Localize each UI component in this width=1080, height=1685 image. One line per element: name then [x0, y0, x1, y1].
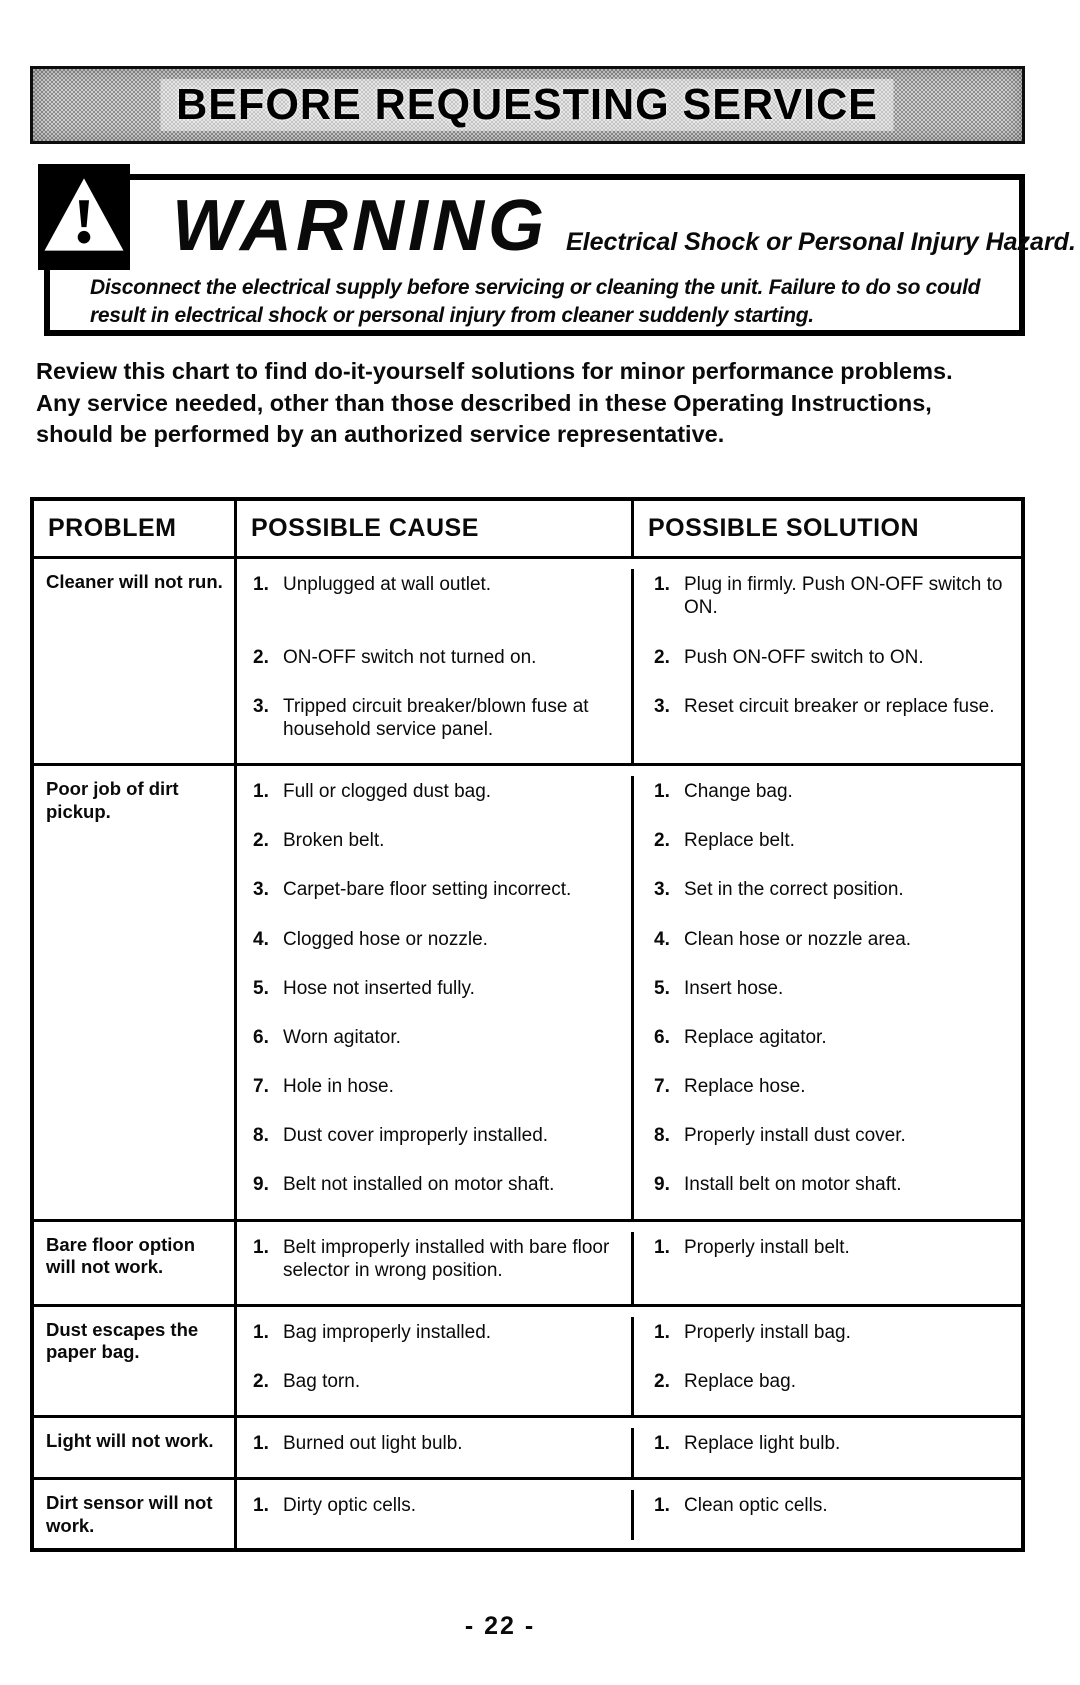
cause-cell — [237, 825, 634, 874]
cause-solution-list — [237, 766, 1021, 1219]
cause-cell — [237, 1317, 634, 1366]
warning-body-text: Disconnect the electrical supply before servicing or cleaning the unit. Failure to do so could result in electrical shock or personal injury from cleaner suddenly starting. — [90, 276, 981, 327]
cause-text: Tripped circuit breaker/blown fuse at household service panel. — [283, 695, 589, 740]
section-title: BEFORE REQUESTING SERVICE — [161, 79, 894, 131]
solution-number: 2. — [654, 646, 670, 668]
cause-cell — [237, 1022, 634, 1071]
table-row — [34, 763, 1021, 1219]
solution-number: 1. — [654, 1236, 670, 1258]
table-row — [34, 1219, 1021, 1304]
solution-cell — [634, 924, 1021, 973]
problem-cell: Dust escapes the paper bag. — [34, 1307, 237, 1415]
solution-cell — [634, 825, 1021, 874]
solution-cell — [634, 776, 1021, 825]
solution-text: Replace agitator. — [684, 1026, 827, 1048]
troubleshooting-table — [30, 497, 1025, 1551]
solution-number: 1. — [654, 1495, 670, 1517]
cause-cell — [237, 1366, 634, 1415]
solution-cell — [634, 1428, 1021, 1477]
cause-number: 7. — [253, 1076, 269, 1098]
cause-solution-list — [237, 1480, 1021, 1547]
cause-solution-list — [237, 1307, 1021, 1415]
solution-text: Replace hose. — [684, 1076, 806, 1098]
cause-solution-pair — [237, 973, 1021, 1022]
cause-solution-pair — [237, 569, 1021, 641]
cause-cell — [237, 691, 634, 763]
section-banner — [30, 66, 1025, 144]
cause-cell — [237, 924, 634, 973]
cause-cell — [237, 1232, 634, 1304]
solution-text: Plug in firmly. Push ON-OFF switch to ON. — [684, 574, 1003, 619]
cause-number: 1. — [253, 1495, 269, 1517]
cause-solution-pair — [237, 642, 1021, 691]
solution-text: Clean optic cells. — [684, 1495, 828, 1517]
column-header-possible-solution: POSSIBLE SOLUTION — [648, 514, 920, 543]
cause-number: 6. — [253, 1026, 269, 1048]
cause-number: 3. — [253, 695, 269, 717]
solution-text: Reset circuit breaker or replace fuse. — [684, 695, 995, 717]
cause-cell — [237, 973, 634, 1022]
solution-text: Push ON-OFF switch to ON. — [684, 646, 924, 668]
cause-solution-pair — [237, 874, 1021, 923]
cause-solution-list — [237, 1222, 1021, 1304]
solution-number: 1. — [654, 1321, 670, 1343]
cause-solution-pair — [237, 1071, 1021, 1120]
problem-cell: Dirt sensor will not work. — [34, 1480, 237, 1547]
solution-cell — [634, 1317, 1021, 1366]
cause-text: Carpet-bare floor setting incorrect. — [283, 879, 572, 901]
cause-cell — [237, 642, 634, 691]
cause-cell — [237, 874, 634, 923]
cause-number: 1. — [253, 781, 269, 803]
cause-solution-pair — [237, 691, 1021, 763]
cause-solution-pair — [237, 1317, 1021, 1366]
cause-text: Hole in hose. — [283, 1076, 394, 1098]
solution-cell — [634, 1490, 1021, 1539]
cause-number: 4. — [253, 928, 269, 950]
column-header-possible-cause: POSSIBLE CAUSE — [237, 501, 634, 556]
solution-text: Clean hose or nozzle area. — [684, 928, 912, 950]
solution-number: 6. — [654, 1026, 670, 1048]
solution-number: 4. — [654, 928, 670, 950]
solution-number: 1. — [654, 574, 670, 596]
solution-cell — [634, 1169, 1021, 1218]
solution-number: 7. — [654, 1076, 670, 1098]
solution-text: Properly install dust cover. — [684, 1125, 906, 1147]
table-row — [34, 1477, 1021, 1547]
cause-solution-pair — [237, 1022, 1021, 1071]
solution-text: Change bag. — [684, 781, 793, 803]
solution-number: 2. — [654, 830, 670, 852]
cause-number: 2. — [253, 1371, 269, 1393]
cause-text: Hose not inserted fully. — [283, 977, 475, 999]
solution-text: Replace light bulb. — [684, 1433, 841, 1455]
solution-number: 1. — [654, 781, 670, 803]
cause-text: Clogged hose or nozzle. — [283, 928, 488, 950]
solution-cell — [634, 691, 1021, 763]
solution-cell — [634, 874, 1021, 923]
cause-solution-pair — [237, 1428, 1021, 1477]
problem-cell: Cleaner will not run. — [34, 559, 237, 763]
cause-text: Bag improperly installed. — [283, 1321, 492, 1343]
warning-heading — [172, 182, 1076, 266]
solution-number: 9. — [654, 1174, 670, 1196]
cause-cell — [237, 1169, 634, 1218]
cause-cell — [237, 569, 634, 641]
solution-cell — [634, 642, 1021, 691]
cause-number: 1. — [253, 1236, 269, 1258]
cause-number: 1. — [253, 1321, 269, 1343]
cause-text: Belt improperly installed with bare floor selector in wrong position. — [283, 1236, 610, 1281]
problem-cell: Bare floor option will not work. — [34, 1222, 237, 1304]
cause-solution-list — [237, 1418, 1021, 1477]
solution-cell — [634, 1071, 1021, 1120]
cause-text: Dirty optic cells. — [283, 1495, 417, 1517]
warning-box — [44, 174, 1076, 336]
solution-cell — [634, 973, 1021, 1022]
cause-number: 2. — [253, 646, 269, 668]
page-number: - 22 - — [464, 1612, 536, 1640]
cause-text: Burned out light bulb. — [283, 1433, 463, 1455]
cause-cell — [237, 1428, 634, 1477]
cause-solution-pair — [237, 1490, 1021, 1539]
solution-cell — [634, 1366, 1021, 1415]
cause-cell — [237, 1071, 634, 1120]
table-header-row — [34, 501, 1021, 556]
table-row — [34, 1304, 1021, 1415]
cause-solution-pair — [237, 1366, 1021, 1415]
cause-number: 8. — [253, 1125, 269, 1147]
solution-number: 1. — [654, 1433, 670, 1455]
solution-number: 5. — [654, 977, 670, 999]
cause-number: 5. — [253, 977, 269, 999]
cause-text: Bag torn. — [283, 1371, 361, 1393]
solution-number: 8. — [654, 1125, 670, 1147]
solution-number: 2. — [654, 1371, 670, 1393]
solution-text: Properly install bag. — [684, 1321, 851, 1343]
solution-text: Replace belt. — [684, 830, 795, 852]
cause-text: Belt not installed on motor shaft. — [283, 1174, 555, 1196]
solution-cell — [634, 1232, 1021, 1304]
solution-text: Properly install belt. — [684, 1236, 850, 1258]
cause-number: 3. — [253, 879, 269, 901]
cause-text: Unplugged at wall outlet. — [283, 574, 492, 596]
cause-solution-pair — [237, 1232, 1021, 1304]
intro-paragraph: Review this chart to find do-it-yourself solutions for minor performance problems. Any service needed, other than those described in these Operating Instructions, should be performed by an authorized service representative. — [36, 358, 953, 448]
solution-cell — [634, 1120, 1021, 1169]
solution-cell — [634, 1022, 1021, 1071]
solution-cell — [634, 569, 1021, 641]
cause-text: ON-OFF switch not turned on. — [283, 646, 537, 668]
cause-solution-pair — [237, 825, 1021, 874]
problem-cell: Poor job of dirt pickup. — [34, 766, 237, 1219]
solution-text: Set in the correct position. — [684, 879, 904, 901]
cause-number: 9. — [253, 1174, 269, 1196]
cause-solution-pair — [237, 924, 1021, 973]
cause-text: Worn agitator. — [283, 1026, 401, 1048]
cause-solution-pair — [237, 776, 1021, 825]
table-body — [34, 556, 1021, 1547]
cause-solution-pair — [237, 1169, 1021, 1218]
warning-triangle-icon — [38, 164, 130, 270]
cause-solution-pair — [237, 1120, 1021, 1169]
solution-text: Replace bag. — [684, 1371, 796, 1393]
warning-title: WARNING — [172, 186, 548, 266]
table-row — [34, 1415, 1021, 1477]
cause-cell — [237, 1490, 634, 1539]
cause-text: Full or clogged dust bag. — [283, 781, 492, 803]
cause-cell — [237, 776, 634, 825]
solution-number: 3. — [654, 695, 670, 717]
table-row — [34, 556, 1021, 763]
cause-solution-list — [237, 559, 1021, 763]
cause-number: 1. — [253, 574, 269, 596]
cause-number: 2. — [253, 830, 269, 852]
column-header-problem: PROBLEM — [34, 501, 237, 556]
solution-number: 3. — [654, 879, 670, 901]
solution-text: Install belt on motor shaft. — [684, 1174, 902, 1196]
solution-text: Insert hose. — [684, 977, 784, 999]
problem-cell: Light will not work. — [34, 1418, 237, 1477]
cause-text: Broken belt. — [283, 830, 385, 852]
cause-text: Dust cover improperly installed. — [283, 1125, 549, 1147]
warning-subtitle: Electrical Shock or Personal Injury Hazard. — [565, 228, 1076, 256]
cause-cell — [237, 1120, 634, 1169]
cause-number: 1. — [253, 1433, 269, 1455]
